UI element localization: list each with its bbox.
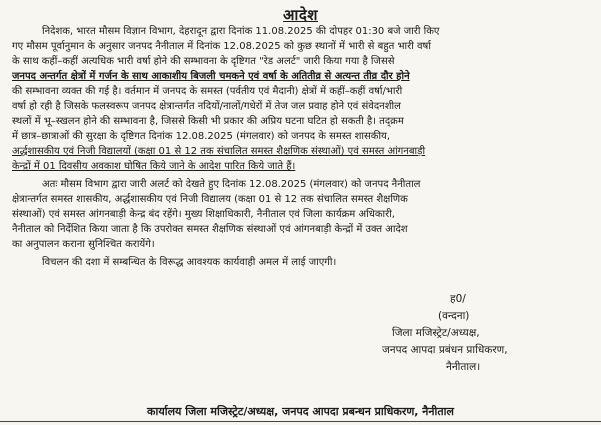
- para3-line: विचलन की दशा में सम्बन्धित के विरूद्ध आवश्यक कार्यवाही अमल में लाई जाएगी।: [42, 257, 337, 268]
- para2-line-1: अतः मौसम विभाग द्वारा जारी अलर्ट को देखते हुए दिनांक 12.08.2025 (मंगलवार) को जनपद नैनीताल: [42, 179, 421, 190]
- para1-line-5: की सम्भावना व्यक्त की गई है। वर्तमान में जनपद के समस्त (पर्वतीय एवं मैदानी) क्षेत्रों में कहीं–कहीं वर्षा/भारी: [12, 86, 403, 97]
- para1-line-3: के साथ कहीं–कहीं अत्यधिक भारी वर्षा होने की सम्भावना के दृष्टिगत "रेड अलर्ट" जारी किया गया है जिससे: [12, 56, 395, 67]
- para1-line-4: जनपद अन्तर्गत क्षेत्रों में गर्जन के साथ आकाशीय बिजली चमकने एवं वर्षा के अतितीव्र से अत्यन्त तीव्र दौर होने: [12, 71, 410, 82]
- para2-line-4: नैनीताल को निर्देशित किया जाता है कि उपरोक्त समस्त शैक्षणिक संस्थाओं एवं आंगनबाड़ी केन्द्रों में उक्त आदेश: [12, 224, 408, 235]
- signatory-place: नैनीताल।: [446, 361, 481, 373]
- para1-line-10: केन्द्रों में 01 दिवसीय अवकाश घोषित किये जाने के आदेश पारित किये जाते हैं।: [12, 161, 296, 172]
- para1-line-9: अर्द्धशासकीय एवं निजी विद्यालयों (कक्षा 01 से 12 तक संचालित समस्त शैक्षणिक संस्थाओं) एवं समस्त आंगनबाड़ी: [12, 146, 426, 157]
- footer-divider: [0, 421, 601, 422]
- para1-line-2: गए मौसम पूर्वानुमान के अनुसार जनपद नैनीताल में दिनांक 12.08.2025 को कुछ स्थानों में भारी से बहुत भारी वर्षा: [12, 41, 431, 52]
- para2-line-5: का अनुपालन कराना सुनिश्चित करायेंगे।: [12, 239, 155, 250]
- para1-line-1: निदेशक, भारत मौसम विज्ञान विभाग, देहरादून द्वारा दिनांक 11.08.2025 की दोपहर 01:30 बजे जारी किए: [42, 26, 440, 37]
- document-title: आदेश: [283, 6, 318, 24]
- office-footer: कार्यालय जिला मजिस्ट्रेट/अध्यक्ष, जनपद आपदा प्रबन्धन प्राधिकरण, नैनीताल: [147, 405, 454, 418]
- signatory-name: (वन्दना): [438, 310, 470, 322]
- para1-line-6: वर्षा हो रही है जिसके फलस्वरूप जनपद क्षेत्रान्तर्गत नदियों/नालों/गधेरों में तेज जल प्रवाह होने एवं संवेदनशील: [12, 101, 401, 112]
- para2-line-2: क्षेत्रान्तर्गत समस्त शासकीय, अर्द्धशासकीय एवं निजी विद्यालय (कक्षा 01 से 12 तक संचालित समस्त शैक्षणिक: [12, 194, 408, 205]
- signatory-authority: जनपद आपदा प्रबंधन प्राधिकरण,: [382, 344, 508, 356]
- para2-line-3: संस्थाओं) एवं समस्त आंगनबाड़ी केन्द्र बंद रहेंगे। मुख्य शिक्षाधिकारी, नैनीताल एवं जिला कार्यक्रम अधिकारी,: [12, 209, 395, 220]
- para1-line-7: स्थलों में भू–स्खलन होने की सम्भावना है, जिससे किसी भी प्रकार की अप्रिय घटना घटित हो सकती है। तद्क्रम: [12, 116, 404, 127]
- signatory-designation: जिला मजिस्ट्रेट/अध्यक्ष,: [392, 327, 480, 339]
- signature-mark: ह0/: [450, 293, 466, 305]
- para1-line-8: में छात्र–छात्राओं की सुरक्षा के दृष्टिगत दिनांक 12.08.2025 (मंगलवार) को जनपद के समस्त शासकीय,: [12, 131, 391, 142]
